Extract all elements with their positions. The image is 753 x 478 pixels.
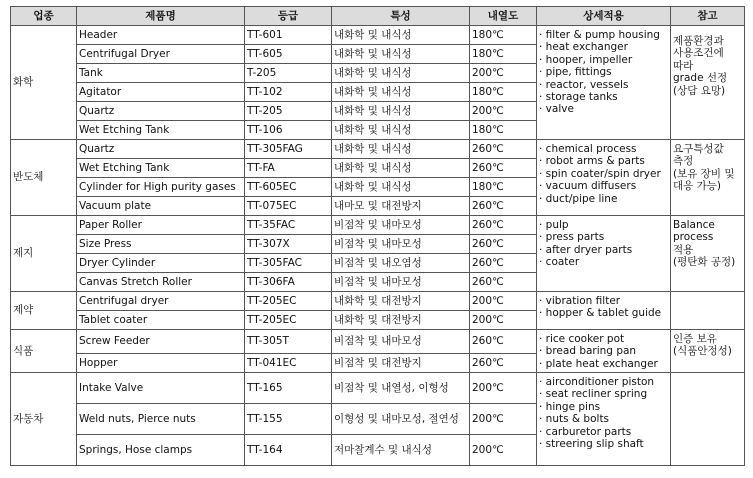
- application-item: · rice cooker pot: [539, 333, 625, 345]
- header-industry: 업종: [11, 7, 77, 26]
- grade-cell: TT-164: [245, 435, 332, 466]
- heat-resistance-cell: 200℃: [470, 292, 537, 311]
- feature-cell: 내마모 및 대전방지: [332, 197, 470, 216]
- feature-cell: 이형성 및 내마모성, 절연성: [332, 404, 470, 435]
- feature-cell: 비점착 및 내마모성: [332, 273, 470, 292]
- heat-resistance-cell: 180℃: [470, 121, 537, 140]
- feature-cell: 내화학 및 내식성: [332, 26, 470, 45]
- header-heat-resistance: 내열도: [470, 7, 537, 26]
- heat-resistance-cell: 200℃: [470, 64, 537, 83]
- product-cell: Agitator: [77, 83, 245, 102]
- product-cell: Tablet coater: [77, 311, 245, 330]
- note-cell: [671, 26, 745, 140]
- application-item: · vibration filter: [539, 295, 621, 307]
- grade-cell: TT-305T: [245, 330, 332, 354]
- heat-resistance-cell: 180℃: [470, 26, 537, 45]
- application-item: · robot arms & parts: [539, 155, 645, 168]
- product-cell: Wet Etching Tank: [77, 159, 245, 178]
- table-row: [11, 373, 745, 404]
- grade-cell: TT-205EC: [245, 292, 332, 311]
- note-line: (식품안정성): [673, 345, 732, 358]
- note-cell: [671, 373, 745, 466]
- product-spec-table: [10, 6, 745, 466]
- note-line: 인증 보유: [673, 333, 717, 345]
- application-item: · vacuum diffusers: [539, 180, 637, 193]
- table-row: [11, 140, 745, 159]
- header-note: 참고: [671, 7, 745, 26]
- application-item: · hooper, impeller: [539, 53, 633, 66]
- grade-cell: TT-205: [245, 102, 332, 121]
- application-item: · hinge pins: [539, 400, 601, 413]
- feature-cell: 비점착 및 내마모성: [332, 330, 470, 354]
- industry-cell: 제약: [11, 292, 77, 330]
- product-cell: Size Press: [77, 235, 245, 254]
- industry-cell: 제지: [11, 216, 77, 292]
- grade-cell: TT-205EC: [245, 311, 332, 330]
- application-item: · filter & pump housing: [539, 29, 660, 41]
- grade-cell: TT-305FAC: [245, 254, 332, 273]
- product-cell: Cylinder for High purity gases: [77, 178, 245, 197]
- heat-resistance-cell: 200℃: [470, 102, 537, 121]
- product-cell: Hopper: [77, 354, 245, 373]
- header-product: 제품명: [77, 7, 245, 26]
- application-item: · spin coater/spin dryer: [539, 167, 661, 180]
- feature-cell: 비점착 및 내열성, 이형성: [332, 373, 470, 404]
- feature-cell: 내화학 및 내식성: [332, 121, 470, 140]
- heat-resistance-cell: 180℃: [470, 45, 537, 64]
- note-cell: [671, 140, 745, 216]
- header-applications: 상세적용: [537, 7, 671, 26]
- grade-cell: TT-041EC: [245, 354, 332, 373]
- heat-resistance-cell: 200℃: [470, 373, 537, 404]
- industry-cell: 반도체: [11, 140, 77, 216]
- grade-cell: TT-106: [245, 121, 332, 140]
- feature-cell: 내화학 및 내식성: [332, 140, 470, 159]
- note-line: (상담 요망): [673, 84, 726, 97]
- application-item: · coater: [539, 256, 580, 269]
- grade-cell: TT-FA: [245, 159, 332, 178]
- note-line: 따라: [673, 59, 694, 72]
- application-item: · hopper & tablet guide: [539, 307, 662, 320]
- feature-cell: 내화학 및 대전방지: [332, 311, 470, 330]
- feature-cell: 내화학 및 내식성: [332, 83, 470, 102]
- heat-resistance-cell: 260℃: [470, 254, 537, 273]
- note-cell: [671, 330, 745, 373]
- heat-resistance-cell: 180℃: [470, 178, 537, 197]
- industry-cell: 화학: [11, 26, 77, 140]
- product-cell: Vacuum plate: [77, 197, 245, 216]
- application-item: · pulp: [539, 219, 569, 231]
- note-line: 요구특성값: [673, 143, 724, 155]
- table-row: [11, 26, 745, 45]
- product-cell: Centrifugal Dryer: [77, 45, 245, 64]
- grade-cell: TT-601: [245, 26, 332, 45]
- application-item: · valve: [539, 103, 574, 116]
- grade-cell: TT-305FAG: [245, 140, 332, 159]
- grade-cell: TT-307X: [245, 235, 332, 254]
- note-line: 제품환경과: [673, 35, 724, 47]
- feature-cell: 비점착 및 대전방지: [332, 354, 470, 373]
- note-line: 측정: [673, 155, 694, 168]
- application-item: · seat recliner spring: [539, 388, 648, 401]
- note-line: (평탄화 공정): [673, 256, 736, 269]
- grade-cell: TT-075EC: [245, 197, 332, 216]
- feature-cell: 저마찰계수 및 내식성: [332, 435, 470, 466]
- feature-cell: 내화학 및 내식성: [332, 45, 470, 64]
- note-line: 적용: [673, 243, 694, 256]
- header-row: [11, 7, 745, 26]
- industry-cell: 자동차: [11, 373, 77, 466]
- feature-cell: 내화학 및 내식성: [332, 102, 470, 121]
- heat-resistance-cell: 260℃: [470, 273, 537, 292]
- heat-resistance-cell: 200℃: [470, 404, 537, 435]
- feature-cell: 내화학 및 내식성: [332, 159, 470, 178]
- heat-resistance-cell: 260℃: [470, 330, 537, 354]
- product-cell: Tank: [77, 64, 245, 83]
- product-cell: Screw Feeder: [77, 330, 245, 354]
- heat-resistance-cell: 180℃: [470, 83, 537, 102]
- note-line: 대응 가능): [673, 180, 722, 193]
- product-cell: Quartz: [77, 102, 245, 121]
- table-body: [11, 26, 745, 466]
- product-cell: Paper Roller: [77, 216, 245, 235]
- applications-cell: [537, 330, 671, 373]
- product-cell: Quartz: [77, 140, 245, 159]
- product-spec-table-container: [10, 6, 745, 466]
- grade-cell: TT-155: [245, 404, 332, 435]
- grade-cell: TT-306FA: [245, 273, 332, 292]
- header-feature: 특성: [332, 7, 470, 26]
- applications-cell: [537, 26, 671, 140]
- grade-cell: TT-605: [245, 45, 332, 64]
- note-line: Balance: [673, 219, 715, 231]
- note-line: grade 선정: [673, 72, 728, 85]
- application-item: · plate heat exchanger: [539, 357, 658, 370]
- application-item: · chemical process: [539, 143, 637, 155]
- industry-cell: 식품: [11, 330, 77, 373]
- applications-cell: [537, 373, 671, 466]
- application-item: · bread baring pan: [539, 345, 637, 358]
- note-line: process: [673, 231, 714, 244]
- application-item: · pipe, fittings: [539, 66, 612, 79]
- product-cell: Springs, Hose clamps: [77, 435, 245, 466]
- grade-cell: TT-35FAC: [245, 216, 332, 235]
- heat-resistance-cell: 260℃: [470, 216, 537, 235]
- product-cell: Header: [77, 26, 245, 45]
- application-item: · after dryer parts: [539, 243, 633, 256]
- grade-cell: TT-165: [245, 373, 332, 404]
- application-item: · reactor, vessels: [539, 78, 629, 91]
- note-cell: [671, 216, 745, 292]
- heat-resistance-cell: 200℃: [470, 435, 537, 466]
- product-cell: Wet Etching Tank: [77, 121, 245, 140]
- table-row: [11, 292, 745, 311]
- application-item: · airconditioner piston: [539, 376, 655, 388]
- feature-cell: 내화학 및 내식성: [332, 64, 470, 83]
- product-cell: Canvas Stretch Roller: [77, 273, 245, 292]
- applications-cell: [537, 140, 671, 216]
- heat-resistance-cell: 260℃: [470, 159, 537, 178]
- product-cell: Weld nuts, Pierce nuts: [77, 404, 245, 435]
- grade-cell: T-205: [245, 64, 332, 83]
- application-item: · carburetor parts: [539, 425, 632, 438]
- applications-cell: [537, 216, 671, 292]
- header-grade: 등급: [245, 7, 332, 26]
- application-item: · heat exchanger: [539, 41, 628, 54]
- heat-resistance-cell: 260℃: [470, 354, 537, 373]
- feature-cell: 비점착 및 내오염성: [332, 254, 470, 273]
- feature-cell: 비점착 및 내마모성: [332, 235, 470, 254]
- application-item: · press parts: [539, 231, 605, 244]
- applications-cell: [537, 292, 671, 330]
- feature-cell: 내화학 및 내식성: [332, 178, 470, 197]
- product-cell: Centrifugal dryer: [77, 292, 245, 311]
- grade-cell: TT-102: [245, 83, 332, 102]
- application-item: · storage tanks: [539, 91, 618, 104]
- heat-resistance-cell: 260℃: [470, 140, 537, 159]
- table-row: [11, 330, 745, 354]
- note-line: (보유 장비 및: [673, 167, 735, 180]
- heat-resistance-cell: 260℃: [470, 235, 537, 254]
- table-row: [11, 216, 745, 235]
- application-item: · duct/pipe line: [539, 192, 618, 205]
- note-line: 사용조건에: [673, 47, 724, 60]
- product-cell: Intake Valve: [77, 373, 245, 404]
- application-item: · streering slip shaft: [539, 438, 644, 451]
- feature-cell: 내화학 및 대전방지: [332, 292, 470, 311]
- feature-cell: 비점착 및 내마모성: [332, 216, 470, 235]
- grade-cell: TT-605EC: [245, 178, 332, 197]
- heat-resistance-cell: 260℃: [470, 197, 537, 216]
- product-cell: Dryer Cylinder: [77, 254, 245, 273]
- note-cell: [671, 292, 745, 330]
- application-item: · nuts & bolts: [539, 413, 610, 426]
- heat-resistance-cell: 200℃: [470, 311, 537, 330]
